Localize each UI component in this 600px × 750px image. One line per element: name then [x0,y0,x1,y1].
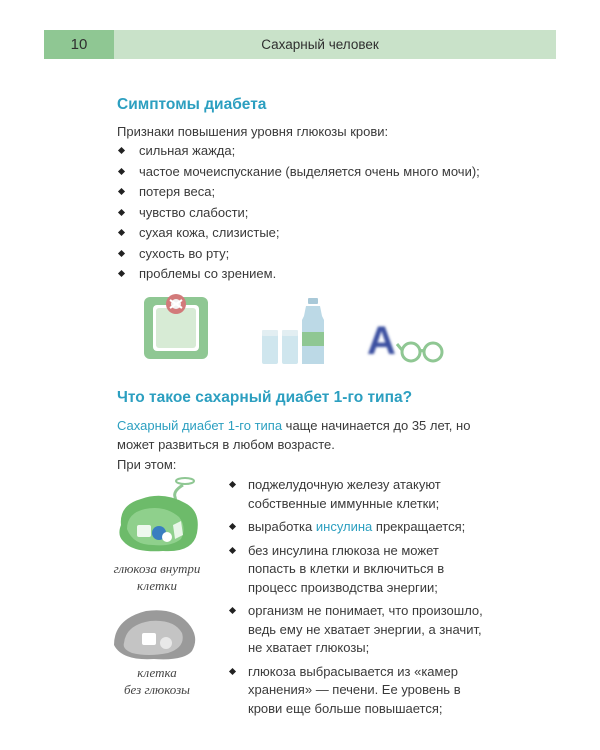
bullet-icon [229,546,236,553]
cell-with-glucose-icon [113,477,208,555]
section-title-symptoms: Симптомы диабета [117,96,267,113]
list-item: глюкоза выбрасывается из «камер хранения» — печени. Ее уровень в крови еще больше повышается; [228,663,490,719]
scale-icon [142,292,212,364]
list-item: без инсулина глюкоза не может попасть в клетки и включиться в процесс производства энергии; [228,542,490,598]
list-item: выработка инсулина прекращается; [228,518,490,537]
caption-glucose-inside: глюкоза внутри клетки [113,561,201,593]
bullet-icon [118,270,125,277]
list-item: сухость во рту; [117,244,517,265]
symptoms-list [117,141,517,285]
list-item: поджелудочную железу атакуют собственные иммунные клетки; [228,476,490,513]
list-item: потеря веса; [117,182,517,203]
section-title-type1: Что такое сахарный диабет 1-го типа? [117,389,413,406]
bullet-icon [118,167,125,174]
list-item: сильная жажда; [117,141,517,162]
bullet-icon [118,229,125,236]
bullet-icon [118,147,125,154]
cell-without-glucose-icon [108,603,203,661]
while-label: При этом: [117,457,177,472]
bullet-icon [229,667,236,674]
bullet-icon [118,208,125,215]
list-item: сухая кожа, слизистые; [117,223,517,244]
list-item: проблемы со зрением. [117,264,517,285]
bullet-icon [229,481,236,488]
symptoms-intro: Признаки повышения уровня глюкозы крови: [117,124,389,139]
bullet-icon [229,523,236,530]
type1-paragraph: Сахарный диабет 1-го типа чаще начинается до 35 лет, но может развиться в любом возрасте. [117,418,471,452]
running-title: Сахарный человек [261,37,379,52]
bullet-icon [229,607,236,614]
water-bottle-icon [258,296,338,368]
list-item: организм не понимает, что произошло, ведь ему не хватает энергии, а значит, не хватает глюкозы; [228,602,490,658]
page-number: 10 [44,30,114,59]
svg-text:A: A [367,319,396,363]
bullet-icon [118,249,125,256]
type1-list [228,476,490,723]
caption-no-glucose: клетка без глюкозы [124,665,190,697]
list-item: частое мочеиспускание (выделяется очень много мочи); [117,162,517,183]
running-header [44,30,556,59]
bullet-icon [118,188,125,195]
list-item: чувство слабости; [117,203,517,224]
blurred-vision-icon [363,312,449,368]
